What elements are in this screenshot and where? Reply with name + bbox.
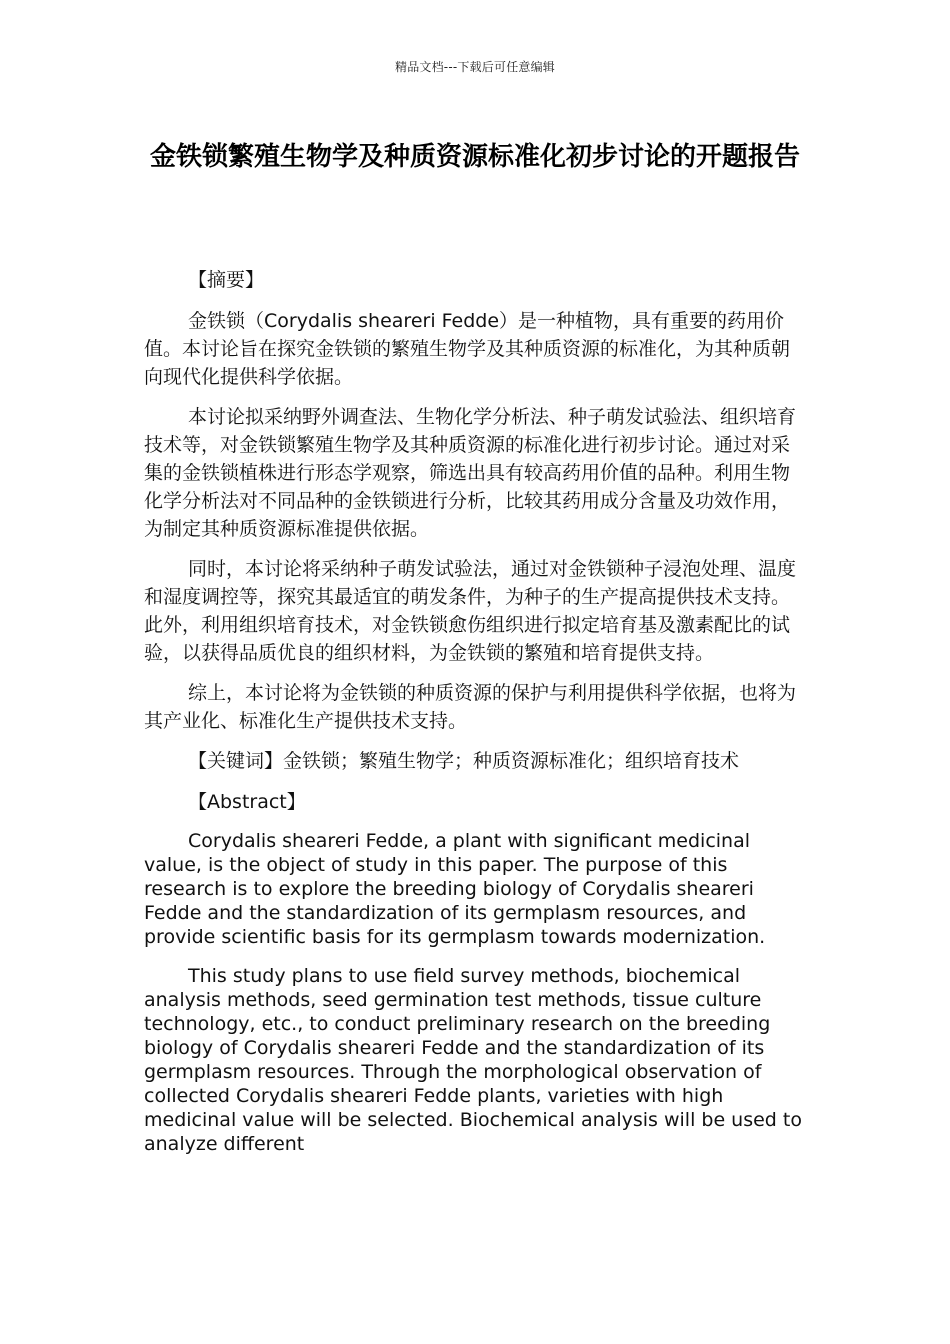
abstract-paragraph: 综上，本讨论将为金铁锁的种质资源的保护与利用提供科学依据，也将为其产业化、标准化生产提供技术支持。 — [144, 682, 797, 732]
keywords-line: 【关键词】金铁锁；繁殖生物学；种质资源标准化；组织培育技术 — [188, 750, 740, 772]
abstract-en-heading: 【Abstract】 — [188, 791, 306, 813]
abstract-heading: 【摘要】 — [188, 269, 265, 291]
page-title: 金铁锁繁殖生物学及种质资源标准化初步讨论的开题报告 — [149, 142, 800, 172]
document-body — [144, 266, 806, 1171]
abstract-en-paragraph: This study plans to use field survey methods, biochemical analysis methods, seed germination test methods, tissue culture technology, etc., to conduct preliminary research on the breeding biology of Corydalis sheareri Fedde and the standardization of its germplasm resources. Through the morphological observation of collected Corydalis sheareri Fedde plants, varieties with high medicinal value will be selected. Biochemical analysis will be used to analyze different — [144, 965, 802, 1155]
abstract-paragraph: 金铁锁（Corydalis sheareri Fedde）是一种植物，具有重要的药用价值。本讨论旨在探究金铁锁的繁殖生物学及其种质资源的标准化，为其种质朝向现代化提供科学依据。 — [144, 310, 791, 388]
header-note: 精品文档---下载后可任意编辑 — [395, 60, 555, 74]
abstract-paragraph: 本讨论拟采纳野外调查法、生物化学分析法、种子萌发试验法、组织培育技术等，对金铁锁繁殖生物学及其种质资源的标准化进行初步讨论。通过对采集的金铁锁植株进行形态学观察，筛选出具有较高药用价值的品种。利用生物化学分析法对不同品种的金铁锁进行分析，比较其药用成分含量及功效作用，为制定其种质资源标准提供依据。 — [144, 406, 797, 540]
abstract-paragraph: 同时，本讨论将采纳种子萌发试验法，通过对金铁锁种子浸泡处理、温度和湿度调控等，探究其最适宜的萌发条件，为种子的生产提高提供技术支持。此外，利用组织培育技术，对金铁锁愈伤组织进行拟定培育基及激素配比的试验，以获得品质优良的组织材料，为金铁锁的繁殖和培育提供支持。 — [144, 558, 797, 664]
abstract-en-paragraph: Corydalis sheareri Fedde, a plant with significant medicinal value, is the object of study in this paper. The purpose of this research is to explore the breeding biology of Corydalis sheareri Fedde and the standardization of its germplasm resources, and provide scientific basis for its germplasm towards modernization. — [144, 830, 766, 948]
